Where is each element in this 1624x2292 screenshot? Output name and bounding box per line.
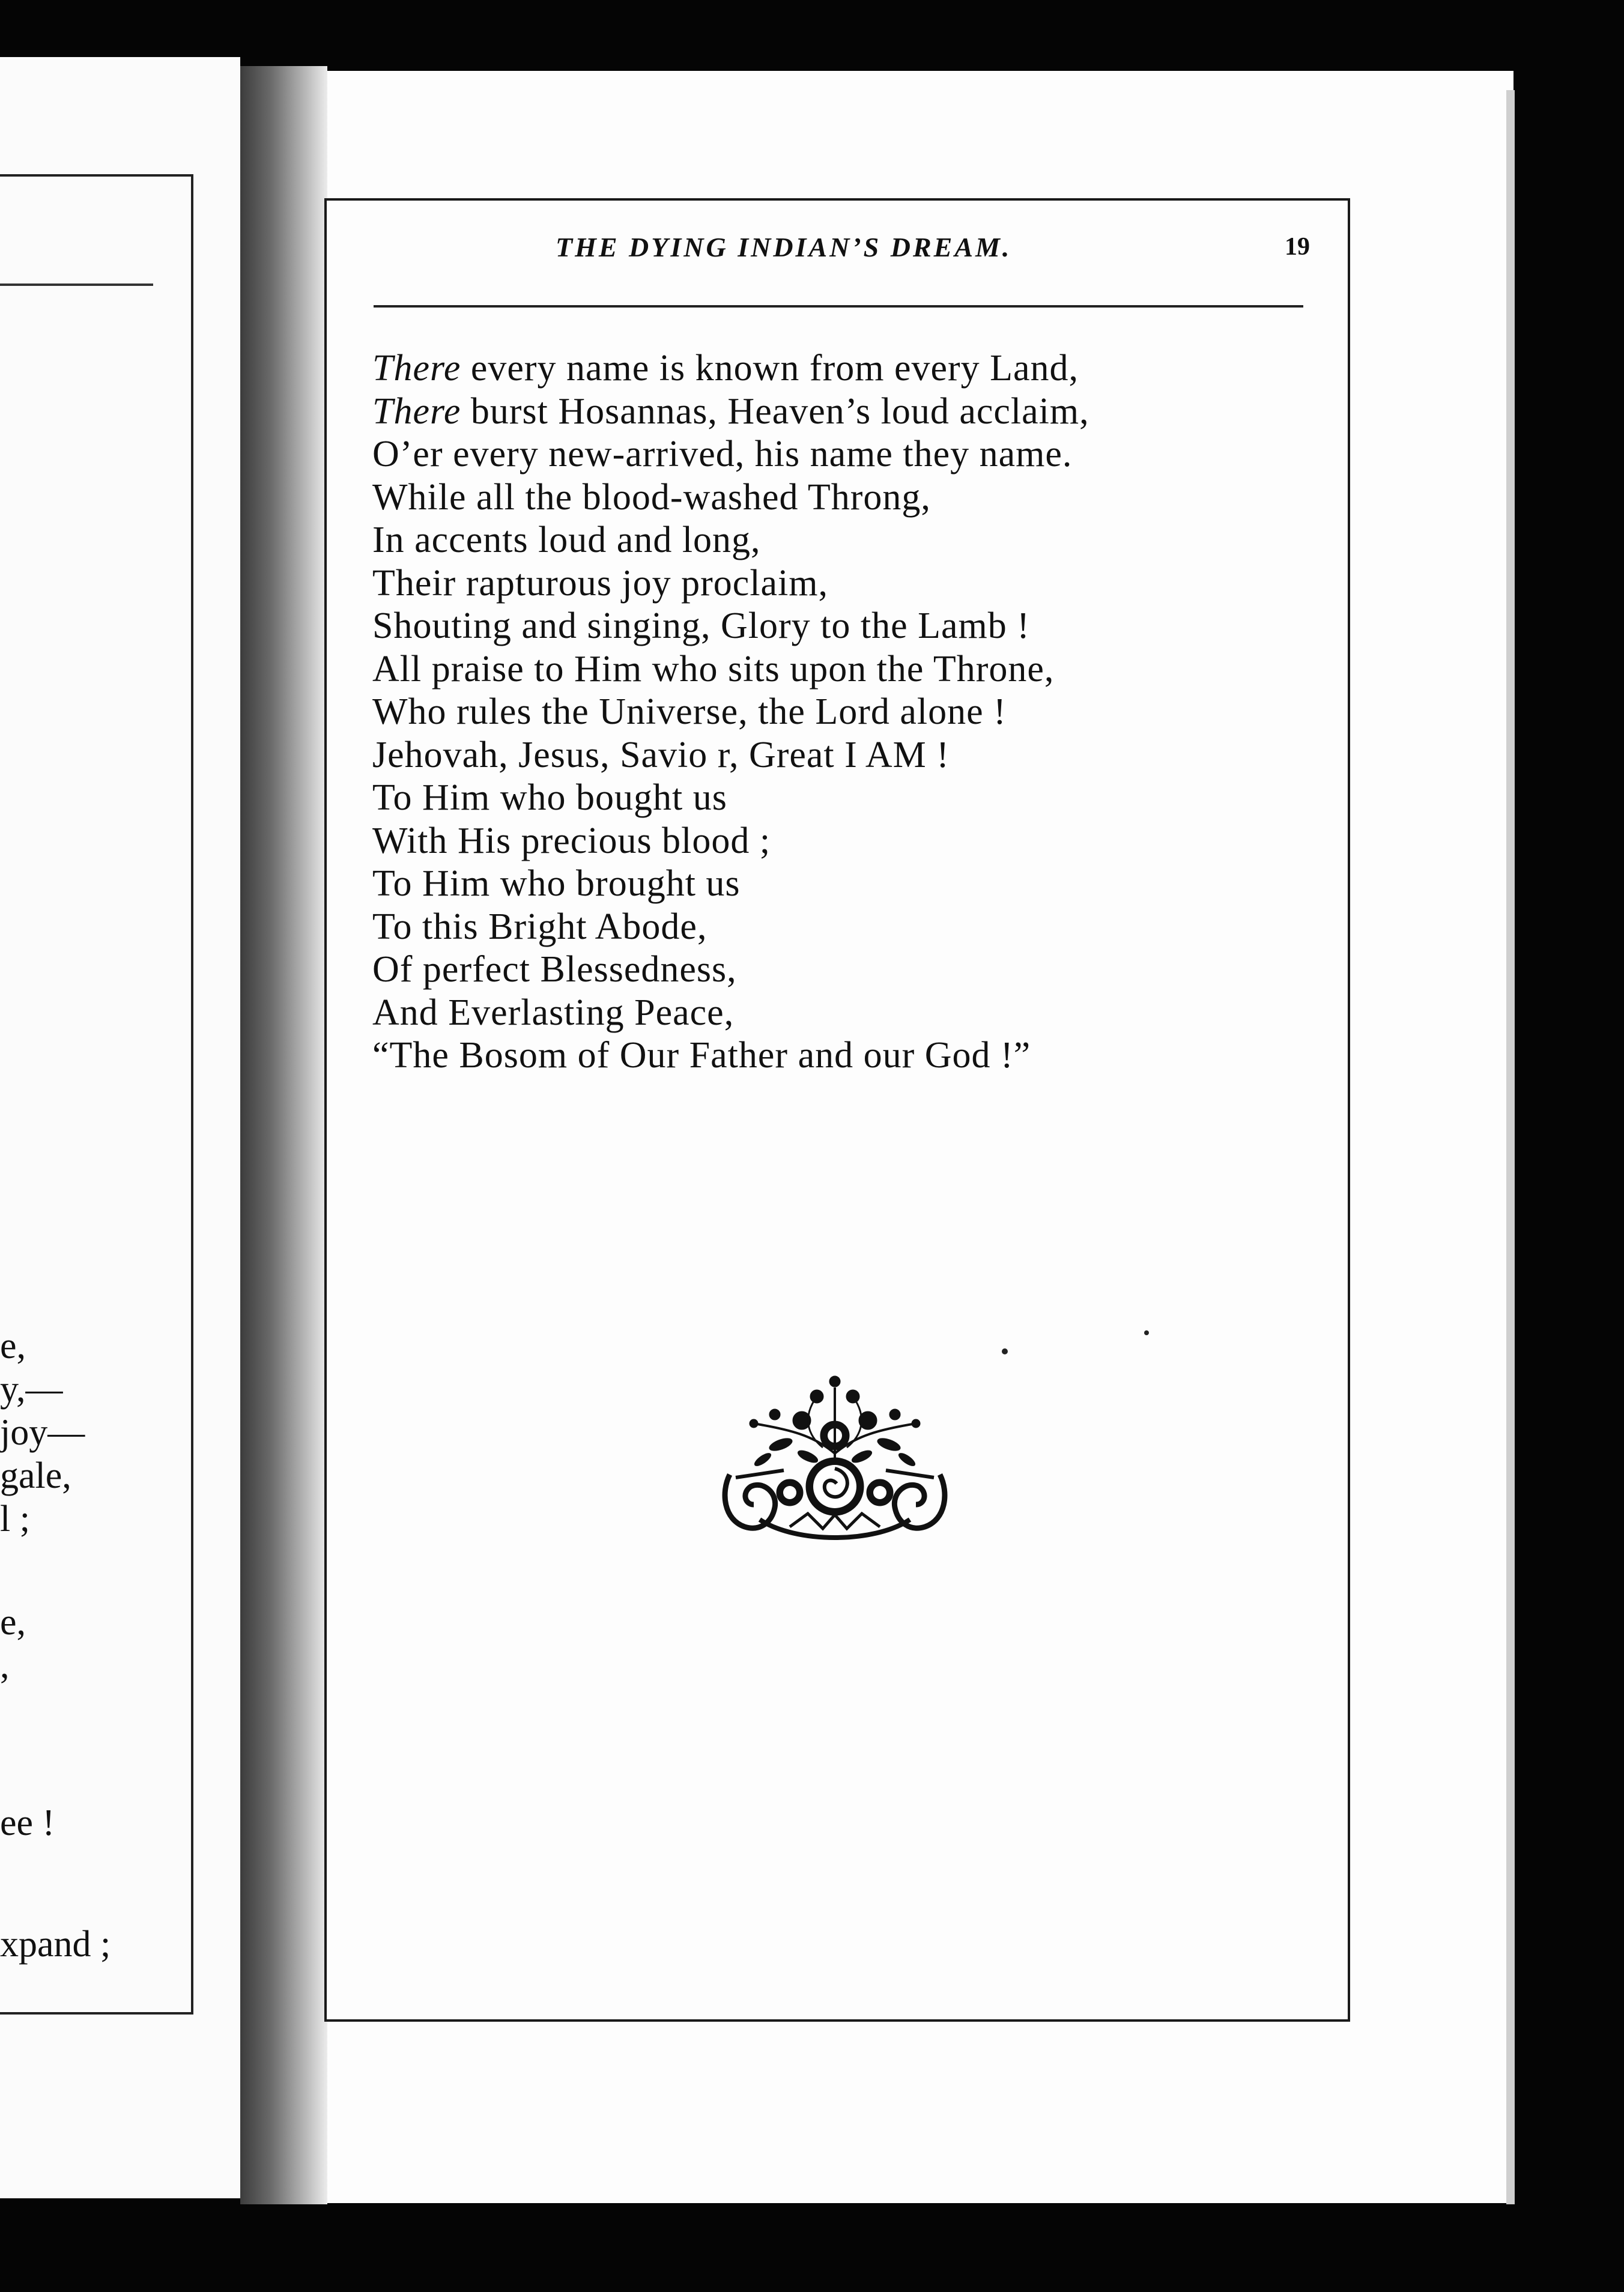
poem-line: Their rapturous joy proclaim, bbox=[372, 562, 829, 604]
left-fragment: y,— bbox=[0, 1369, 63, 1410]
left-fragment: ee ! bbox=[0, 1802, 55, 1843]
floral-fleuron-icon bbox=[718, 1369, 952, 1544]
poem-line-text: every name is known from every Land, bbox=[461, 348, 1079, 389]
left-frame-right bbox=[191, 174, 193, 2012]
left-fragment: gale, bbox=[0, 1455, 71, 1496]
poem-line-emphasis: There bbox=[372, 348, 461, 389]
running-head: THE DYING INDIAN’S DREAM. bbox=[556, 232, 1012, 262]
left-fragment: , bbox=[0, 1645, 10, 1686]
poem bbox=[372, 347, 1309, 1078]
poem-line: Of perfect Blessedness, bbox=[372, 949, 737, 990]
left-fragment: xpand ; bbox=[0, 1924, 111, 1965]
left-fragment: joy— bbox=[0, 1412, 85, 1453]
ink-speck bbox=[1144, 1330, 1149, 1335]
left-fragment: l ; bbox=[0, 1499, 30, 1539]
poem-line bbox=[372, 347, 1309, 390]
left-frame-top bbox=[0, 174, 193, 177]
poem-line: To this Bright Abode, bbox=[372, 906, 707, 947]
poem-line: O’er every new-arrived, his name they name. bbox=[372, 434, 1073, 474]
poem-line: To Him who bought us bbox=[372, 777, 727, 818]
left-fragment: e, bbox=[0, 1602, 26, 1643]
left-fragment: e, bbox=[0, 1326, 26, 1366]
poem-line-text: burst Hosannas, Heaven’s loud acclaim, bbox=[461, 390, 1089, 432]
poem-line bbox=[372, 390, 1309, 434]
poem-line: And Everlasting Peace, bbox=[372, 992, 735, 1033]
left-page-text bbox=[0, 1324, 156, 1966]
poem-line-emphasis: There bbox=[372, 390, 461, 432]
left-page bbox=[0, 57, 240, 2198]
page-edge bbox=[1506, 90, 1515, 2204]
poem-line: Shouting and singing, Glory to the Lamb ! bbox=[372, 605, 1030, 646]
poem-line: Jehovah, Jesus, Savio r, Great I AM ! bbox=[372, 734, 950, 775]
poem-line: “The Bosom of Our Father and our God !” bbox=[372, 1035, 1031, 1076]
page-number: 19 bbox=[1285, 233, 1310, 261]
book-gutter bbox=[240, 66, 327, 2204]
poem-line: While all the blood-washed Throng, bbox=[372, 476, 931, 518]
poem-line: Who rules the Universe, the Lord alone ! bbox=[372, 691, 1007, 732]
poem-line: In accents loud and long, bbox=[372, 520, 761, 560]
poem-line: All praise to Him who sits upon the Throne, bbox=[372, 648, 1055, 690]
poem-line: To Him who brought us bbox=[372, 863, 741, 904]
ink-speck bbox=[1002, 1348, 1008, 1354]
left-head-rule bbox=[0, 283, 153, 286]
poem-line: With His precious blood ; bbox=[372, 820, 771, 861]
head-rule bbox=[374, 305, 1303, 308]
left-frame-bottom bbox=[0, 2012, 193, 2015]
